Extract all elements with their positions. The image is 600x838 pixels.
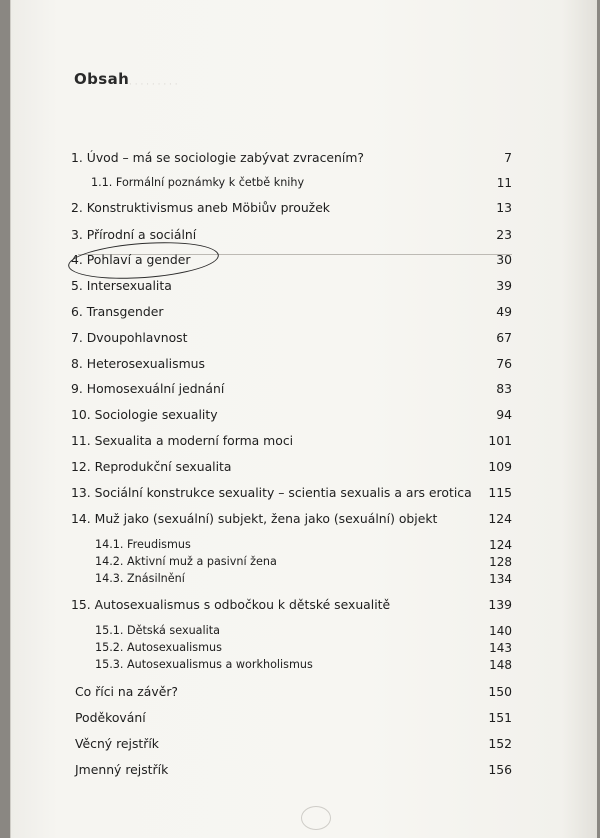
toc-entry-page: 49	[496, 304, 512, 319]
toc-entry-label: 8. Heterosexualismus	[71, 356, 205, 371]
toc-entry[interactable]	[11, 407, 597, 427]
toc-entry-label: 10. Sociologie sexuality	[71, 407, 218, 422]
toc-entry-page: 109	[488, 459, 512, 474]
toc-entry[interactable]	[11, 736, 597, 756]
faint-page-number-mark	[301, 806, 331, 830]
toc-entry[interactable]	[11, 684, 597, 704]
toc-entry-page: 128	[489, 555, 512, 569]
toc-entry-page: 115	[488, 485, 512, 500]
toc-subentry[interactable]	[11, 176, 597, 196]
toc-entry-page: 13	[496, 200, 512, 215]
toc-entry[interactable]	[11, 356, 597, 376]
toc-subentry[interactable]	[11, 658, 597, 678]
toc-entry-label: 15.1. Dětská sexualita	[95, 624, 220, 637]
toc-entry-page: 39	[496, 278, 512, 293]
toc-entry-page: 152	[488, 736, 512, 751]
toc-entry-page: 156	[488, 762, 512, 777]
toc-entry-page: 150	[488, 684, 512, 699]
toc-entry-label: 9. Homosexuální jednání	[71, 381, 225, 396]
toc-entry-label: 13. Sociální konstrukce sexuality – scientia sexualis a ars erotica	[71, 485, 472, 500]
toc-entry-label: 14.2. Aktivní muž a pasivní žena	[95, 555, 277, 568]
toc-entry-page: 148	[489, 658, 512, 672]
toc-entry-label: Poděkování	[75, 710, 146, 725]
book-page	[10, 0, 597, 838]
toc-entry-page: 83	[496, 381, 512, 396]
toc-entry-label: 14.3. Znásilnění	[95, 572, 185, 585]
toc-entry-label: 12. Reprodukční sexualita	[71, 459, 232, 474]
toc-entry-label: 2. Konstruktivismus aneb Möbiův proužek	[71, 200, 330, 215]
toc-entry-page: 124	[488, 511, 512, 526]
toc-entry-label: Věcný rejstřík	[75, 736, 159, 751]
toc-entry[interactable]	[11, 511, 597, 531]
toc-entry[interactable]	[11, 304, 597, 324]
toc-entry-page: 23	[496, 227, 512, 242]
toc-entry[interactable]	[11, 330, 597, 350]
toc-entry[interactable]	[11, 485, 597, 505]
toc-entry-page: 76	[496, 356, 512, 371]
toc-entry[interactable]	[11, 597, 597, 617]
toc-title: Obsah	[74, 70, 130, 88]
toc-entry-page: 101	[488, 433, 512, 448]
toc-entry-label: 15. Autosexualismus s odbočkou k dětské sexualitě	[71, 597, 391, 612]
toc-entry-label: 15.2. Autosexualismus	[95, 641, 222, 654]
toc-entry-label: 5. Intersexualita	[71, 278, 172, 293]
toc-entry[interactable]	[11, 200, 597, 220]
toc-entry-page: 139	[488, 597, 512, 612]
toc-entry[interactable]	[11, 227, 597, 247]
toc-subentry[interactable]	[11, 572, 597, 592]
toc-entry[interactable]	[11, 762, 597, 782]
toc-entry[interactable]	[11, 433, 597, 453]
table-of-contents	[11, 0, 597, 838]
toc-entry[interactable]	[11, 278, 597, 298]
toc-entry-page: 151	[488, 710, 512, 725]
toc-entry-label: 6. Transgender	[71, 304, 164, 319]
toc-entry-label: 15.3. Autosexualismus a workholismus	[95, 658, 313, 671]
toc-entry-page: 143	[489, 641, 512, 655]
toc-entry-label: 4. Pohlaví a gender	[71, 252, 191, 267]
toc-entry-label: Co říci na závěr?	[75, 684, 179, 699]
toc-entry-page: 67	[496, 330, 512, 345]
toc-entry[interactable]	[11, 381, 597, 401]
toc-entry-label: 14. Muž jako (sexuální) subjekt, žena jako (sexuální) objekt	[71, 511, 438, 526]
toc-entry-page: 134	[489, 572, 512, 586]
toc-entry-label: 1.1. Formální poznámky k četbě knihy	[91, 176, 305, 189]
toc-entry[interactable]	[11, 150, 597, 170]
toc-entry-label: 11. Sexualita a moderní forma moci	[71, 433, 294, 448]
toc-entry-page: 11	[496, 176, 512, 190]
toc-entry-label: 14.1. Freudismus	[95, 538, 191, 551]
toc-entry-label: 3. Přírodní a sociální	[71, 227, 197, 242]
toc-entry-page: 94	[496, 407, 512, 422]
toc-entry-label: Jmenný rejstřík	[75, 762, 169, 777]
toc-entry[interactable]	[11, 710, 597, 730]
toc-entry-label: 7. Dvoupohlavnost	[71, 330, 188, 345]
toc-entry-page: 30	[496, 252, 512, 267]
bleed-through-text: · · · · · · · · ·	[129, 80, 178, 90]
toc-entry-page: 124	[489, 538, 512, 552]
toc-entry-label: 1. Úvod – má se sociologie zabývat zvracením?	[71, 150, 364, 165]
toc-entry-page: 7	[504, 150, 512, 165]
toc-entry[interactable]	[11, 459, 597, 479]
toc-entry-page: 140	[489, 624, 512, 638]
